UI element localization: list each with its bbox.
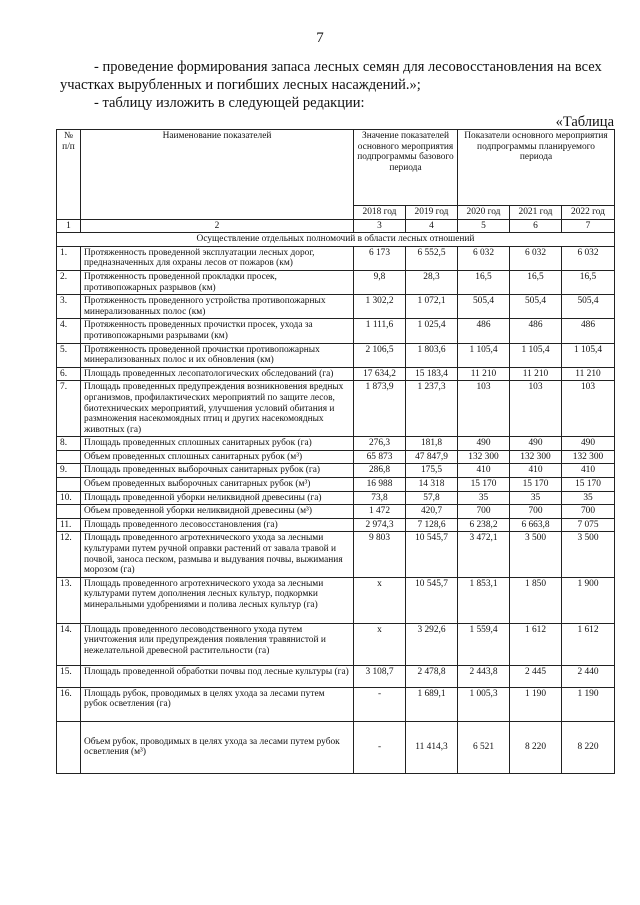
value-cell: 1 853,1	[458, 577, 510, 623]
value-cell: 420,7	[406, 505, 458, 519]
value-cell: 1 105,4	[562, 343, 615, 367]
row-name: Протяженность проведенной прокладки просек, противопожарных разрывов (км)	[81, 270, 354, 294]
value-cell: х	[354, 577, 406, 623]
value-cell: 3 292,6	[406, 623, 458, 665]
value-cell: 9 803	[354, 532, 406, 577]
row-number: 13.	[57, 577, 81, 623]
value-cell: 11 414,3	[406, 721, 458, 773]
value-cell: 35	[562, 491, 615, 505]
value-cell: 6 173	[354, 246, 406, 270]
row-number: 2.	[57, 270, 81, 294]
value-cell: 8 220	[562, 721, 615, 773]
value-cell: 3 472,1	[458, 532, 510, 577]
row-name: Площадь проведенных лесопатологических обследований (га)	[81, 367, 354, 381]
row-name: Площадь проведенного лесоводственного ухода путем уничтожения или предупреждения появления травянистой и нежелательной древесной растительности (га)	[81, 623, 354, 665]
row-name: Площадь проведенных предупреждения возникновения вредных организмов, профилактических мероприятий по защите лесов, биотехнических мероприятий, улучшения условий обитания и размножения насекомоядных птиц и других насекомоядных животных (га)	[81, 381, 354, 437]
row-number: 3.	[57, 295, 81, 319]
row-name: Объем проведенных сплошных санитарных рубок (м³)	[81, 450, 354, 464]
value-cell: 410	[510, 464, 562, 478]
value-cell: 410	[562, 464, 615, 478]
value-cell: 410	[458, 464, 510, 478]
page-number: 7	[316, 30, 324, 46]
value-cell: 486	[562, 319, 615, 343]
table-row	[57, 518, 615, 532]
value-cell: 505,4	[458, 295, 510, 319]
value-cell: 10 545,7	[406, 532, 458, 577]
value-cell: 1 612	[562, 623, 615, 665]
value-cell: 103	[510, 381, 562, 437]
value-cell: 17 634,2	[354, 367, 406, 381]
value-cell: 1 900	[562, 577, 615, 623]
row-name: Площадь рубок, проводимых в целях ухода за лесами путем рубок осветления (га)	[81, 687, 354, 721]
row-name: Площадь проведенной уборки неликвидной древесины (га)	[81, 491, 354, 505]
row-number: 1.	[57, 246, 81, 270]
table-row	[57, 505, 615, 519]
row-number: 9.	[57, 464, 81, 478]
value-cell: 1 105,4	[458, 343, 510, 367]
table-row	[57, 319, 615, 343]
value-cell: 1 612	[510, 623, 562, 665]
value-cell: 1 803,6	[406, 343, 458, 367]
value-cell: 132 300	[510, 450, 562, 464]
value-cell: 15 170	[510, 478, 562, 492]
value-cell: 2 478,8	[406, 665, 458, 687]
table-row	[57, 295, 615, 319]
header-name: Наименование показателей	[81, 130, 354, 220]
value-cell: 700	[562, 505, 615, 519]
row-name: Объем рубок, проводимых в целях ухода за лесами путем рубок осветления (м³)	[81, 721, 354, 773]
value-cell: 103	[562, 381, 615, 437]
value-cell: 132 300	[562, 450, 615, 464]
value-cell: 1 190	[510, 687, 562, 721]
value-cell: 15 170	[562, 478, 615, 492]
row-number: 4.	[57, 319, 81, 343]
table-row	[57, 450, 615, 464]
value-cell: 276,3	[354, 437, 406, 451]
row-name: Протяженность проведенной эксплуатации лесных дорог, предназначенных для охраны лесов от пожаров (км)	[81, 246, 354, 270]
value-cell: 103	[458, 381, 510, 437]
row-number: 8.	[57, 437, 81, 451]
value-cell: 28,3	[406, 270, 458, 294]
value-cell: 2 974,3	[354, 518, 406, 532]
table-row	[57, 246, 615, 270]
column-number: 1	[57, 219, 81, 233]
table-row	[57, 623, 615, 665]
value-cell: 3 500	[510, 532, 562, 577]
value-cell: 700	[510, 505, 562, 519]
row-name: Площадь проведенного агротехнического ухода за лесными культурами путем дополнения лесных культур, подкормки минеральными удобрениями и полива лесных культур (га)	[81, 577, 354, 623]
value-cell: 7 075	[562, 518, 615, 532]
value-cell: 286,8	[354, 464, 406, 478]
value-cell: 132 300	[458, 450, 510, 464]
value-cell: 1 559,4	[458, 623, 510, 665]
table-row	[57, 491, 615, 505]
row-name: Площадь проведенных сплошных санитарных рубок (га)	[81, 437, 354, 451]
value-cell: 181,8	[406, 437, 458, 451]
column-number: 3	[354, 219, 406, 233]
value-cell: 9,8	[354, 270, 406, 294]
header-year: 2020 год	[458, 206, 510, 220]
row-name: Объем проведенных выборочных санитарных рубок (м³)	[81, 478, 354, 492]
value-cell: 1 850	[510, 577, 562, 623]
value-cell: 1 689,1	[406, 687, 458, 721]
table-row	[57, 367, 615, 381]
value-cell: 35	[510, 491, 562, 505]
value-cell: 1 105,4	[510, 343, 562, 367]
row-number: 5.	[57, 343, 81, 367]
value-cell: 505,4	[510, 295, 562, 319]
value-cell: 2 445	[510, 665, 562, 687]
value-cell: 11 210	[510, 367, 562, 381]
value-cell: 6 032	[458, 246, 510, 270]
column-number: 6	[510, 219, 562, 233]
value-cell: 73,8	[354, 491, 406, 505]
row-number: 15.	[57, 665, 81, 687]
row-number: 12.	[57, 532, 81, 577]
value-cell: 490	[458, 437, 510, 451]
header-num: № п/п	[57, 130, 81, 220]
row-name: Протяженность проведенных прочистки просек, ухода за противопожарными разрывами (км)	[81, 319, 354, 343]
row-number: 7.	[57, 381, 81, 437]
value-cell: 11 210	[562, 367, 615, 381]
value-cell: 6 552,5	[406, 246, 458, 270]
value-cell: 6 663,8	[510, 518, 562, 532]
intro-line-1: - проведение формирования запаса лесных семян для лесовосстановления на всех участках вырубленных и погибших лесных насаждений.»;	[60, 59, 602, 93]
value-cell: 11 210	[458, 367, 510, 381]
row-number: 6.	[57, 367, 81, 381]
column-number: 4	[406, 219, 458, 233]
value-cell: 1 873,9	[354, 381, 406, 437]
value-cell: 3 108,7	[354, 665, 406, 687]
header-year: 2021 год	[510, 206, 562, 220]
table-row	[57, 721, 615, 773]
table-caption: «Таблица	[555, 114, 614, 130]
row-number: 10.	[57, 491, 81, 505]
value-cell: 57,8	[406, 491, 458, 505]
value-cell: х	[354, 623, 406, 665]
value-cell: -	[354, 721, 406, 773]
row-name: Протяженность проведенного устройства противопожарных минерализованных полос (км)	[81, 295, 354, 319]
header-year: 2018 год	[354, 206, 406, 220]
value-cell: 1 025,4	[406, 319, 458, 343]
value-cell: 175,5	[406, 464, 458, 478]
value-cell: 486	[458, 319, 510, 343]
intro-line-2: - таблицу изложить в следующей редакции:	[94, 95, 365, 111]
header-year: 2019 год	[406, 206, 458, 220]
value-cell: 65 873	[354, 450, 406, 464]
table-row	[57, 270, 615, 294]
value-cell: 1 302,2	[354, 295, 406, 319]
row-number	[57, 450, 81, 464]
table-row	[57, 464, 615, 478]
value-cell: 6 238,2	[458, 518, 510, 532]
value-cell: 6 521	[458, 721, 510, 773]
row-name: Протяженность проведенной прочистки противопожарных минерализованных полос и их обновления (км)	[81, 343, 354, 367]
value-cell: 486	[510, 319, 562, 343]
table-row	[57, 478, 615, 492]
column-number: 5	[458, 219, 510, 233]
table-row	[57, 687, 615, 721]
value-cell: 16 988	[354, 478, 406, 492]
value-cell: 1 111,6	[354, 319, 406, 343]
value-cell: 8 220	[510, 721, 562, 773]
table-row	[57, 665, 615, 687]
header-base-period: Значение показателей основного мероприятия подпрограммы базового периода	[354, 130, 458, 206]
value-cell: 16,5	[510, 270, 562, 294]
value-cell: 16,5	[458, 270, 510, 294]
value-cell: 10 545,7	[406, 577, 458, 623]
value-cell: 7 128,6	[406, 518, 458, 532]
header-planned-period: Показатели основного мероприятия подпрограммы планируемого периода	[458, 130, 615, 206]
value-cell: 490	[510, 437, 562, 451]
table-row	[57, 577, 615, 623]
value-cell: 2 106,5	[354, 343, 406, 367]
section-title: Осуществление отдельных полномочий в области лесных отношений	[57, 233, 615, 247]
header-year: 2022 год	[562, 206, 615, 220]
value-cell: 16,5	[562, 270, 615, 294]
value-cell: 35	[458, 491, 510, 505]
value-cell: 15 183,4	[406, 367, 458, 381]
row-number: 16.	[57, 687, 81, 721]
value-cell: 6 032	[562, 246, 615, 270]
value-cell: 1 005,3	[458, 687, 510, 721]
table-row	[57, 532, 615, 577]
row-name: Площадь проведенных выборочных санитарных рубок (га)	[81, 464, 354, 478]
value-cell: 1 072,1	[406, 295, 458, 319]
value-cell: 6 032	[510, 246, 562, 270]
row-number: 11.	[57, 518, 81, 532]
value-cell: 15 170	[458, 478, 510, 492]
row-number	[57, 505, 81, 519]
value-cell: 3 500	[562, 532, 615, 577]
value-cell: 700	[458, 505, 510, 519]
row-name: Площадь проведенного агротехнического ухода за лесными культурами путем ручной оправки растений от завала травой и почвой, заноса песком, размыва и выдувания почвы, выжимания морозом (га)	[81, 532, 354, 577]
row-name: Объем проведенной уборки неликвидной древесины (м³)	[81, 505, 354, 519]
column-number: 7	[562, 219, 615, 233]
row-number	[57, 721, 81, 773]
value-cell: 1 190	[562, 687, 615, 721]
row-name: Площадь проведенного лесовосстановления (га)	[81, 518, 354, 532]
value-cell: -	[354, 687, 406, 721]
intro-text	[60, 58, 612, 112]
value-cell: 2 440	[562, 665, 615, 687]
value-cell: 490	[562, 437, 615, 451]
indicators-table	[56, 129, 615, 774]
column-number: 2	[81, 219, 354, 233]
table-row	[57, 381, 615, 437]
row-name: Площадь проведенной обработки почвы под лесные культуры (га)	[81, 665, 354, 687]
value-cell: 505,4	[562, 295, 615, 319]
table-row	[57, 343, 615, 367]
value-cell: 1 472	[354, 505, 406, 519]
row-number: 14.	[57, 623, 81, 665]
value-cell: 14 318	[406, 478, 458, 492]
table-row	[57, 437, 615, 451]
value-cell: 47 847,9	[406, 450, 458, 464]
row-number	[57, 478, 81, 492]
value-cell: 2 443,8	[458, 665, 510, 687]
value-cell: 1 237,3	[406, 381, 458, 437]
